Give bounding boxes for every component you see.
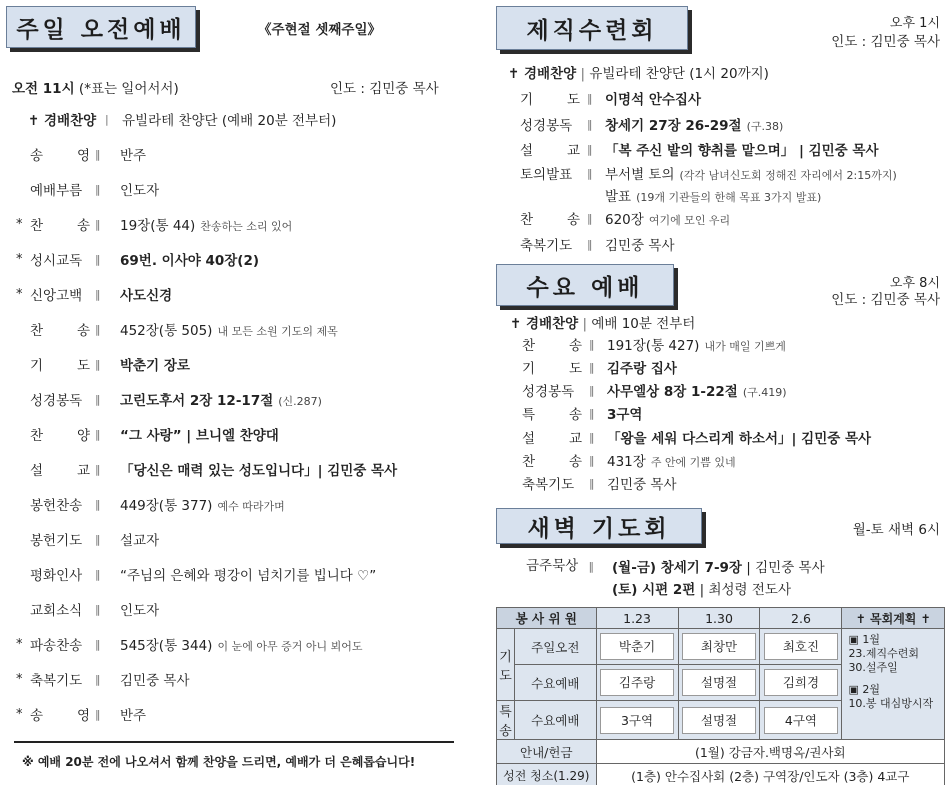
prayer-group-label: 기도: [497, 629, 515, 701]
item-value: [120, 459, 397, 479]
praise-label: ✝ 경배찬양: [508, 66, 577, 82]
worship-item: [0, 493, 470, 515]
divider: [14, 741, 454, 743]
item-value-text: 69번. 이사야 40장(2): [120, 253, 260, 269]
plan-line: 10.봉 대심방시작: [848, 697, 934, 710]
item-value-text: 545장(통 344): [120, 638, 213, 654]
program-item: [522, 450, 940, 470]
praise-label: ✝ 경배찬양: [510, 316, 579, 332]
worship-item: [0, 178, 470, 200]
separator: ‖: [589, 337, 595, 351]
item-value-text: 김주랑 집사: [607, 361, 677, 377]
wednesday-service-title: 수요 예배: [496, 264, 674, 306]
service-time: 오전 11시: [12, 81, 75, 97]
item-label: 기 도: [520, 92, 580, 108]
worship-item: [0, 318, 470, 340]
dawn-prayer-title: 새벽 기도회: [496, 508, 702, 544]
item-note: 여기에 모인 우리: [648, 214, 731, 227]
plan-line: 23.제직수련회: [848, 647, 920, 660]
item-value-text: 창세기 27장 26-29절: [605, 118, 742, 134]
item-label: 설 교: [30, 463, 90, 479]
dawn-weekday-leader: | 김민중 목사: [746, 560, 825, 576]
separator: ‖: [95, 532, 101, 546]
separator: ‖: [587, 166, 593, 180]
item-value-text: 이명석 안수집사: [605, 92, 701, 108]
item-value: [607, 403, 642, 423]
separator: ‖: [589, 430, 595, 444]
separator: ‖: [95, 287, 101, 301]
table-cell: 설명절: [682, 707, 756, 734]
separator: ‖: [589, 476, 595, 490]
item-value: [605, 139, 879, 159]
separator: ‖: [95, 217, 101, 231]
item-note: (19개 기관들의 한해 목표 3가지 발표): [636, 191, 822, 204]
item-label: 성경봉독: [522, 384, 575, 400]
table-cell: 최창만: [682, 633, 756, 660]
item-value-text: 반주: [120, 708, 147, 724]
officer-retreat-title: 제직수련회: [496, 6, 688, 50]
item-value: [120, 144, 146, 164]
date-header: 2.6: [760, 608, 842, 629]
worship-item: [0, 108, 470, 130]
item-value-text: 449장(통 377): [120, 498, 213, 514]
item-value: [120, 354, 190, 374]
separator: ‖: [95, 497, 101, 511]
item-value: [120, 669, 190, 689]
worship-item: [0, 668, 470, 690]
dawn-line-1: [612, 556, 825, 576]
separator: ‖: [589, 360, 595, 374]
separator: ‖: [587, 91, 593, 105]
item-value-text: 설교자: [120, 533, 160, 549]
program-item: [520, 185, 940, 205]
item-label: 성경봉독: [30, 393, 83, 409]
table-cell: 김주랑: [600, 669, 674, 696]
item-note: 이 눈에 아무 증거 아니 뵈어도: [217, 640, 363, 653]
table-cell: 4구역: [764, 707, 838, 734]
worship-item: [0, 458, 470, 480]
item-value-text: 김민중 목사: [607, 477, 677, 493]
item-value-text: 김민중 목사: [120, 673, 190, 689]
item-value-text: 인도자: [120, 183, 160, 199]
item-value: [120, 214, 292, 234]
dawn-time: 월-토 새벽 6시: [852, 522, 940, 538]
worship-item: [0, 388, 470, 410]
worship-item: [0, 143, 470, 165]
program-item: [522, 380, 940, 400]
stand-marker: *: [16, 216, 23, 232]
item-value: [607, 450, 736, 470]
item-note: (구.419): [742, 386, 787, 399]
separator: ‖: [95, 147, 101, 161]
item-value: [120, 564, 376, 584]
item-value: [605, 208, 730, 228]
separator: ‖: [587, 142, 593, 156]
separator: ‖: [95, 392, 101, 406]
item-note: (신.287): [278, 395, 322, 408]
retreat-praise: ✝ 경배찬양 | 유빌라테 찬양단 (1시 20까지): [508, 66, 769, 82]
table-cell: 김희경: [764, 669, 838, 696]
guide-value: (1월) 강금자.백명옥/권사회: [596, 740, 944, 764]
plan-line: 30.설주일: [848, 661, 898, 674]
item-note: 내 모든 소원 기도의 제목: [217, 325, 338, 338]
separator: ‖: [587, 117, 593, 131]
separator: ‖: [587, 237, 593, 251]
worship-item: [0, 563, 470, 585]
item-label: 파송찬송: [30, 638, 83, 654]
item-value: [120, 599, 159, 619]
item-label: 성시교독: [30, 253, 83, 269]
praise-value: 유빌라테 찬양단 (1시 20까지): [589, 66, 769, 82]
item-value: [607, 357, 677, 377]
item-value-text: 부서별 토의: [605, 167, 675, 183]
separator: ‖: [95, 322, 101, 336]
worship-item: [0, 353, 470, 375]
item-value-text: 박춘기 장로: [120, 358, 190, 374]
program-item: [520, 88, 940, 108]
worship-item: [0, 213, 470, 235]
service-volunteers-table: [496, 607, 945, 785]
item-value: [607, 334, 786, 354]
plan-header: ✝ 목회계획 ✝: [842, 608, 945, 629]
item-label: 찬 송: [520, 212, 580, 228]
item-label: 성경봉독: [520, 118, 573, 134]
worship-item: [0, 423, 470, 445]
date-header: 1.23: [596, 608, 678, 629]
praise-value: 예배 10분 전부터: [591, 316, 696, 332]
item-value: [120, 389, 322, 409]
item-value-text: “주님의 은혜와 평강이 넘치기를 빕니다 ♡”: [120, 568, 377, 584]
dawn-saturday-reading: (토) 시편 2편: [612, 582, 696, 598]
item-note: (각각 남녀신도회 정해진 자리에서 2:15까지): [679, 169, 897, 182]
item-value-text: 유빌라테 찬양단 (예배 20분 전부터): [122, 113, 337, 129]
item-value: [120, 284, 172, 304]
row-label: 수요예배: [514, 665, 596, 701]
item-value-text: 김민중 목사: [605, 238, 675, 254]
item-label: 예배부름: [30, 183, 83, 199]
item-value: [120, 634, 362, 654]
item-label: ✝ 경배찬양: [28, 113, 97, 129]
plan-line: ▣ 2월: [848, 683, 880, 696]
item-value: [605, 114, 783, 134]
program-item: [520, 208, 940, 228]
wednesday-leader: 인도 : 김민중 목사: [831, 292, 940, 308]
item-value-text: “그 사랑” | 브니엘 찬양대: [120, 428, 279, 444]
item-note: 주 안에 기쁨 있네: [650, 456, 736, 469]
pastoral-plan: [842, 629, 945, 740]
item-value-text: 452장(통 505): [120, 323, 213, 339]
plan-line: ▣ 1월: [848, 633, 880, 646]
item-label: 송 영: [30, 708, 90, 724]
worship-item: [0, 703, 470, 725]
program-item: [522, 427, 940, 447]
item-value: [122, 109, 336, 129]
row-label: 수요예배: [514, 701, 596, 740]
separator: ‖: [95, 567, 101, 581]
item-value: [605, 163, 897, 183]
table-cell: 설명절: [682, 669, 756, 696]
item-label: 기 도: [30, 358, 90, 374]
item-note: 예수 따라가며: [217, 500, 285, 513]
separator: |: [105, 112, 109, 126]
table-cell: 박춘기: [600, 633, 674, 660]
worship-item: [0, 528, 470, 550]
separator: ‖: [589, 406, 595, 420]
separator: ‖: [587, 211, 593, 225]
table-cell: 최호진: [764, 633, 838, 660]
item-value: [120, 494, 285, 514]
item-label: 봉헌찬송: [30, 498, 83, 514]
item-label: 토의발표: [520, 167, 573, 183]
program-item: [522, 403, 940, 423]
program-item: [520, 139, 940, 159]
separator: ‖: [95, 427, 101, 441]
item-value: [607, 380, 787, 400]
date-header: 1.30: [678, 608, 760, 629]
service-leader: 인도 : 김민중 목사: [330, 81, 439, 97]
item-value-text: 「당신은 매력 있는 성도입니다」| 김민중 목사: [120, 463, 398, 479]
item-value: [120, 424, 279, 444]
item-label: 송 영: [30, 148, 90, 164]
item-label: 설 교: [522, 431, 582, 447]
item-note: 내가 매일 기쁘게: [704, 340, 786, 353]
item-note: 찬송하는 소리 있어: [200, 220, 293, 233]
item-value: [120, 179, 159, 199]
item-value: [120, 704, 146, 724]
item-value-text: 사무엘상 8장 1-22절: [607, 384, 738, 400]
item-value: [605, 234, 675, 254]
item-value-text: 고린도후서 2장 12-17절: [120, 393, 274, 409]
item-value-text: 사도신경: [120, 288, 173, 304]
special-song-group-label: 특송: [497, 701, 515, 740]
item-value: [605, 185, 821, 205]
item-note: (구.38): [746, 120, 784, 133]
item-value: [607, 427, 871, 447]
separator: ‖: [95, 357, 101, 371]
stand-marker: *: [16, 636, 23, 652]
table-header: 봉 사 위 원: [497, 608, 597, 629]
item-label: 축복기도: [522, 477, 575, 493]
retreat-time: 오후 1시: [889, 16, 940, 31]
item-label: 축복기도: [30, 673, 83, 689]
item-value-text: 620장: [605, 212, 644, 228]
item-value-text: 「복 주신 밭의 향취를 맡으며」 | 김민중 목사: [605, 143, 879, 159]
worship-item: [0, 633, 470, 655]
program-item: [522, 357, 940, 377]
item-value-text: 「왕을 세워 다스리게 하소서」| 김민중 목사: [607, 431, 872, 447]
service-time-line: [12, 77, 179, 97]
separator: ‖: [95, 182, 101, 196]
separator: ‖: [589, 453, 595, 467]
program-item: [520, 114, 940, 134]
program-item: [520, 234, 940, 254]
item-label: 찬 송: [30, 323, 90, 339]
stand-marker: *: [16, 671, 23, 687]
separator: ‖: [95, 602, 101, 616]
separator: ‖: [95, 707, 101, 721]
footer-note: ※ 예배 20분 전에 나오셔서 함께 찬양을 드리면, 예배가 더 은혜롭습니다!: [22, 755, 416, 769]
stand-marker: *: [16, 706, 23, 722]
sunday-subtitle: 《주현절 셋째주일》: [258, 22, 381, 38]
item-value: [120, 529, 159, 549]
cleaning-value: (1층) 안수집사회 (2층) 구역장/인도자 (3층) 4교구: [596, 764, 944, 785]
item-label: 설 교: [520, 143, 580, 159]
item-value-text: 431장: [607, 454, 646, 470]
item-value-text: 발표: [605, 189, 632, 205]
dawn-saturday-leader: | 최성령 전도사: [699, 582, 791, 598]
worship-item: [0, 598, 470, 620]
item-label: 찬 송: [522, 338, 582, 354]
item-value: [605, 88, 701, 108]
item-label: 찬 송: [522, 454, 582, 470]
guide-label: 안내/헌금: [497, 740, 597, 764]
sunday-service-title: 주일 오전예배: [6, 6, 196, 48]
item-label: 축복기도: [520, 238, 573, 254]
stand-marker: *: [16, 286, 23, 302]
stand-note: (*표는 일어서서): [78, 81, 179, 97]
separator: ‖: [95, 462, 101, 476]
item-label: 평화인사: [30, 568, 83, 584]
worship-item: [0, 248, 470, 270]
item-label: 찬 송: [30, 218, 90, 234]
item-label: 찬 양: [30, 428, 90, 444]
item-label: 신앙고백: [30, 288, 83, 304]
item-value-text: 반주: [120, 148, 147, 164]
item-label: 기 도: [522, 361, 582, 377]
worship-item: [0, 283, 470, 305]
meditation-label: 금주묵상: [526, 558, 579, 574]
stand-marker: *: [16, 251, 23, 267]
separator: ‖: [589, 383, 595, 397]
retreat-leader: 인도 : 김민중 목사: [831, 34, 940, 50]
item-value-text: 19장(통 44): [120, 218, 196, 234]
separator: ‖: [95, 672, 101, 686]
cleaning-label: 성전 청소(1.29): [497, 764, 597, 785]
item-value-text: 3구역: [607, 407, 643, 423]
wednesday-praise: ✝ 경배찬양 | 예배 10분 전부터: [510, 316, 696, 332]
item-label: 특 송: [522, 407, 582, 423]
wednesday-time: 오후 8시: [889, 276, 940, 291]
item-value-text: 인도자: [120, 603, 160, 619]
program-item: [522, 334, 940, 354]
item-label: 교회소식: [30, 603, 83, 619]
program-item: [520, 163, 940, 183]
item-value: [120, 319, 338, 339]
dawn-line-2: [612, 578, 791, 598]
item-value: [120, 249, 259, 269]
table-cell: 3구역: [600, 707, 674, 734]
item-label: 봉헌기도: [30, 533, 83, 549]
separator: ‖: [95, 637, 101, 651]
dawn-weekday-reading: (월-금) 창세기 7-9장: [612, 560, 742, 576]
program-item: [522, 473, 940, 493]
row-label: 주일오전: [514, 629, 596, 665]
item-value: [607, 473, 677, 493]
dawn-meditation: 금주묵상 ‖: [526, 558, 594, 574]
item-value-text: 191장(통 427): [607, 338, 700, 354]
separator: ‖: [95, 252, 101, 266]
